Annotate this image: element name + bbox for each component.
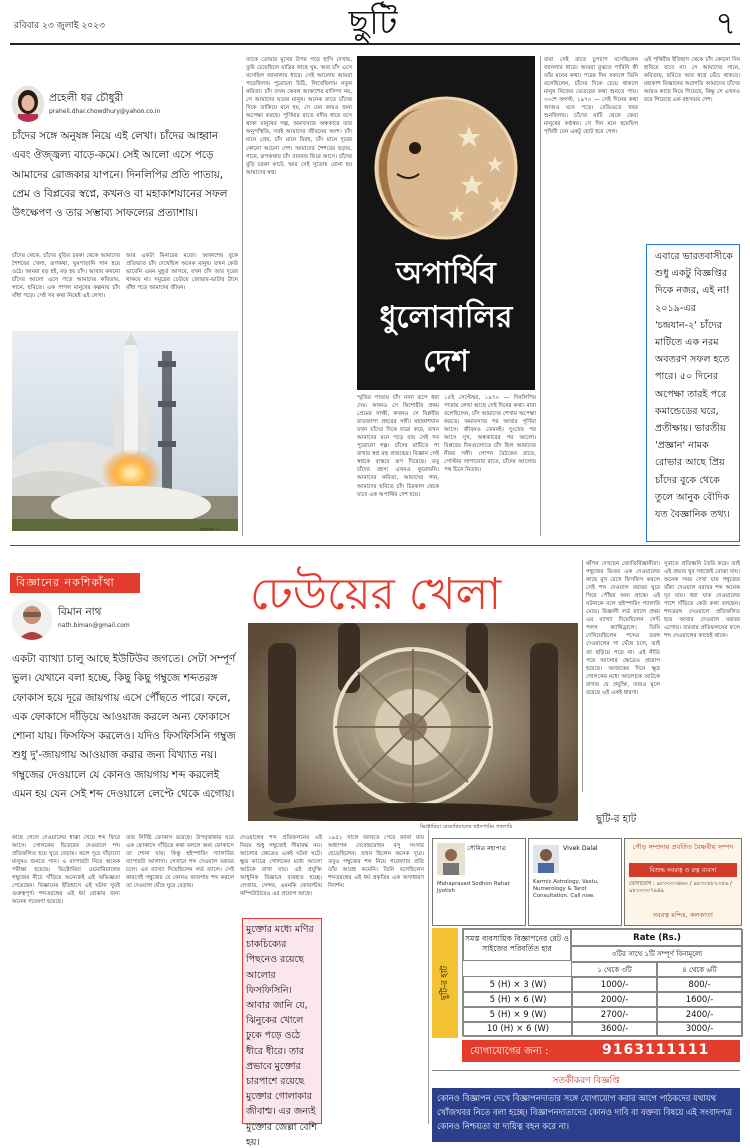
rocket-launch-photo	[12, 331, 238, 531]
ad-address: নবরত্ন মন্দির, কলকাতা	[653, 911, 713, 919]
rate-col-b: ৪ থেকে ৬টি	[656, 961, 743, 978]
column-divider	[540, 56, 541, 536]
rate-a: 3600/-	[571, 1021, 658, 1037]
pull-quote-text: মুক্তোর মধ্যে মণির চাকচিক্যের পিছনেও রয়েছে আলোর ফিসফিসিনি। আবার জানি যে, ঝিনুকের খোলে ঢুকে পড়ে ওঠে ধীরে ধীরে। তার প্রভাবে মুক্তোর চারপাশে রয়েছে মুক্তোর গোলাকার জীবাশ্ম। এর জন্যই মুক্তোর জেল্লা বেশি হয়।	[246, 924, 317, 1148]
classified-ad	[624, 838, 742, 926]
pull-quote-box	[242, 918, 322, 1148]
rate-side-text: ছুটি-র হাট	[440, 965, 450, 1001]
author-email: nath.biman@gmail.com	[58, 622, 130, 629]
article-title-line1: অপার্থিব	[396, 256, 496, 291]
pull-quote-box	[646, 244, 740, 542]
rate-col-a: ১ থেকে ৩টি	[571, 961, 658, 978]
body-text: তার নির্দিষ্ট ফোকাস রয়েছে। উপবৃত্তাকার ঘরে এক ফোকাসে দাঁড়িয়ে কথা বললে অন্য ফোকাসে তা শোনা যায়। কিন্তু হুইস্পারিং গ্যালারির ব্যাপারটা আলাদা। সেখানে শব্দ দেওয়াল বরাবর চলে। এর ব্যাখ্যা দিয়েছিলেন লর্ড র‍্যালে। সেই কারণেই গম্বুজের যে কোনও জায়গায় শব্দ করলে তা দেওয়াল ঘেঁষে ঘুরে বেড়ায়।	[126, 835, 234, 890]
column-divider	[242, 86, 243, 536]
body-text: দেওয়ালের শব্দ প্রতিফলনের এই নিয়ম শুধু গম্বুজেই সীমাবদ্ধ নয়। আলোর ক্ষেত্রেও একই ঘটনা ঘটে। ক্ষুদ্র কাচের গোলকের মধ্যে আলো আটকে রাখা যায়। এই প্রযুক্তি আধুনিক বিজ্ঞানে ব্যবহৃত হচ্ছে। লেজার, সেন্সর, এমনকি কোয়ান্টাম কম্পিউটারেও এর প্রয়োগ আছে।	[240, 835, 322, 898]
body-text: চাঁদের থেকে, চাঁদের বুড়ির চরকা থেকে আমাদের শৈশবের খেলা, রূপকথা, ঘুমপাড়ানি গান হয়ে ওঠে। আমরা বড় হই, বড় হয় চাঁদ। আবার কখনো চাঁদের আলো এসে পড়ে আমাদের কবিতায়, গানে, ছবিতে। এক পাগল মানুষের কল্পনায় চাঁদ বাঁধা পড়ে। সেই সব কথা নিয়েই এই লেখা।	[12, 253, 120, 300]
rate-subheader: ৩টির সাথে ১টি সম্পূর্ণ বিনামূল্যে	[571, 945, 743, 963]
body-text: এই পৃথিবীর ইতিহাস থেকে চাঁদ কোনো দিন হারিয়ে যাবে না। সে আমাদের গানে, কবিতায়, ছবিতে আর স্বপ্নে বেঁচে থাকবে। মহাকাশ বিজ্ঞানের অগ্রগতি আমাদের চাঁদের আরও কাছে নিয়ে গিয়েছে, কিন্তু সে এখনও রয়ে গিয়েছে এক রহস্যময় দেশ।	[644, 57, 740, 104]
ad-title: সৌমিত্র মহাপাত্র	[467, 845, 507, 852]
rate-table-title: সমস্ত ব্যবসায়িক বিজ্ঞাপনের রেট ও সাইজের পরিবর্তিত হার	[463, 929, 571, 961]
rate-b: 3000/-	[656, 1021, 743, 1037]
notice-title-row	[432, 1070, 740, 1087]
contact-phone: 9163111111	[602, 1042, 710, 1058]
photo-caption: চন্দ্রযান ৩	[200, 527, 220, 533]
author-avatar	[12, 600, 52, 640]
notice-text: কোনও বিজ্ঞাপন দেখে বিজ্ঞাপনদাতার সঙ্গে যোগাযোগ করার আগে পাঠকদের যথাযথ খোঁজখবর নিতে বলা হচ্ছে। বিজ্ঞাপনদাতাদের কোনও দাবি বা বক্তব্য বিষয়ে এই সংবাদপত্র কোনও নিশ্চয়তা বা দায়িত্ব বহন করে না।	[437, 1093, 732, 1131]
moon-illustration	[357, 56, 535, 390]
body-text: ১৫ই সেপ্টেম্বর, ১৯৭০ — দিনলিপির পাতায় লেখা আছে সেই দিনের কথা। বাবা বলেছিলেন, চাঁদ আমাদের শেখায় অপেক্ষা করতে। অমাবস্যার পর আবার পূর্ণিমা আসে। জীবনও তেমনই। দুঃখের পর আসে সুখ, অন্ধকারের পর আলো। বিপ্লবের দিনগুলোতে চাঁদ ছিল আমাদের নীরব সঙ্গী। গোপন বৈঠকের রাতে, পোস্টার লাগানোর রাতে, চাঁদের আলোয় পথ চিনে নিতাম।	[444, 395, 536, 474]
section-divider	[10, 545, 740, 546]
classified-section-title: ছুটি-র হাট	[596, 814, 637, 825]
rate-size: 5 (H) × 3 (W)	[463, 976, 573, 993]
header-rule	[10, 43, 740, 45]
rate-header: Rate (Rs.)	[571, 929, 743, 947]
ad-text: Mahaprasad Sodhon Rahat Jyotish	[437, 881, 510, 894]
rate-b: 2400/-	[656, 1006, 743, 1023]
section-masthead: ছুটি	[348, 3, 398, 43]
issue-date: রবিবার ২৩ জুলাই ২০২৩	[14, 21, 105, 31]
rate-size: 5 (H) × 9 (W)	[463, 1006, 573, 1023]
column-divider	[428, 830, 429, 1124]
notice-box	[432, 1088, 740, 1142]
article-intro: চাঁদের সঙ্গে অনুষঙ্গ নিয়ে এই লেখা। চাঁদের আহ্বান এবং ঔজ্জ্বল্য বাড়ে-কমে। সেই আলো এসে পড়ে আমাদের রোজকার যাপনে। দিনলিপির প্রতি পাতায়, প্রেম ও বিপ্লবের স্বপ্নে, কখনও বা মহাকাশযানের সফল উৎক্ষেপণ ও তার সম্ভাব্য সাফল্যের প্রত্যাশায়।	[12, 130, 228, 220]
rate-side-label	[432, 928, 458, 1038]
rate-size: 10 (H) × 6 (W)	[463, 1021, 573, 1037]
body-text: স্মৃতির পাতায় চাঁদ নানা রূপে ধরা দেয়। কখনও সে কিশোরীর প্রথম প্রেমের সাক্ষী, কখনও সে বিপ্লবীর রাতজাগা প্রহরের সঙ্গী। মহাকাশযান যখন চাঁদের দিকে যাত্রা করে, তখন আমাদের মনে পড়ে যায় সেই সব পুরোনো গল্প। চাঁদের মাটিতে পা রাখার স্বপ্ন বহু প্রজন্মের। বিজ্ঞান সেই স্বপ্নকে বাস্তবে রূপ দিয়েছে। তবু চাঁদের রহস্য এখনও ফুরোয়নি। আমাদের কবিতা, আমাদের গান, আমাদের ছবিতে চাঁদ চিরকাল থেকে যাবে এক অপার্থিব দেশ হয়ে।	[357, 395, 439, 498]
author-name: বিমান নাথ	[58, 606, 102, 618]
body-text: আর একটা মিনারের মতো। আকাশের বুকে প্রতিভাত চাঁদ দেখেছিল অনেক মানুষ। তখন কেউ ভাবেনি এমন মুহূর্ত আসবে, যখন চাঁদ আর দূরের থাকবে না। সমুদ্রের ঢেউয়ে জোয়ার-ভাটার টানে বাঁধা পড়ে আমাদের জীবন।	[126, 253, 238, 292]
ad-title: Vivek Dalal	[563, 845, 598, 852]
ad-subtitle: বিশুদ্ধ নবরত্ন ও রত্ন ব্যবসা	[629, 863, 737, 877]
contact-bar	[462, 1040, 740, 1062]
article-title-line3: দেশ	[423, 344, 469, 379]
article-title-line2: ধুলোবালির	[379, 300, 513, 335]
rate-b: 800/-	[656, 976, 743, 993]
rate-size: 5 (H) × 6 (W)	[463, 991, 573, 1008]
body-text: কাঁপন দেখছেন জোতির্বিজ্ঞানীরা। গম্বুজের ভিতর এক দেওয়ালের কাছে মুখ রেখে ফিসফিস করলে সেই শব্দ দেওয়াল বরাবর ঘুরে গিয়ে পৌঁছয় অন্য প্রান্তে। এই ঘটনাকে বলে হুইস্পারিং গ্যালারি মোড। বিজ্ঞানী লর্ড র‍্যালে প্রথম এর ব্যাখ্যা দিয়েছিলেন সেন্ট পলস ক্যাথিড্রালে। তিনি দেখিয়েছিলেন শব্দের তরঙ্গ দেওয়ালের গা ঘেঁষে চলে, তাই তা ছড়িয়ে পড়ে না। এই নীতি পরে আলোর ক্ষেত্রেও প্রয়োগ হয়েছে। আজকের দিনে ক্ষুদ্র গোলকের মধ্যে আলোকে আটকে রাখার যে প্রযুক্তি, তারও মূলে রয়েছে এই একই ধারণা।	[586, 561, 660, 696]
ad-text: Karmic Astrology, Vastu, Numerology & Tarot Consultation. Call now.	[533, 879, 599, 899]
rate-a: 2700/-	[571, 1006, 658, 1023]
column-divider	[582, 560, 583, 792]
body-text: তাকে তোমার মুখের উপর পড়ে হাসি দেখায়, তুমি চেয়েছিলে রাত্রির কাছে ঘুম, আর চাঁদ এসে বসেছিল জানালার ধারে। সেই আলোয় আমরা পড়েছিলাম পুরোনো চিঠি, লিখেছিলাম নতুন কবিতা। চাঁদ তখন কেবল আকাশের বাসিন্দা নয়, সে আমাদের ঘরের মানুষ। অনেক রাতে চাঁদের দিকে তাকিয়ে মনে হয়, সে যেন কারও জন্য অপেক্ষা করছে। পূর্ণিমার রাতে নদীর ধারে বসে থাকা মানুষের গল্প, অমাবস্যার অন্ধকারে তার অনুপস্থিতি, সবই আমাদের জীবনের অংশ। চাঁদ মানে প্রেম, চাঁদ মানে বিরহ, চাঁদ মানে দূরের কোনো অচেনা দেশ। আমাদের শৈশবের ছড়ায়, গানে, রূপকথায় চাঁদ বারবার ফিরে আসে। চাঁদের বুড়ি চরকা কাটে, আর সেই সুতোয় বোনা হয় আমাদের স্বপ্ন।	[246, 57, 352, 176]
body-text: সুবাতে প্রতিধ্বনি তৈরি করে। তাই এই প্রভাব খুব সহজেই বোঝা যায়। অনেক সময় দেখা যায় গম্বুজের বাঁকা দেওয়াল বরাবর শব্দ অনেক দূর যায়। ধরা যাক দেওয়ালের পাশে দাঁড়িয়ে কেউ কথা বলছেন। শব্দতরঙ্গ দেওয়ালে প্রতিফলিত হয়ে আবার দেওয়াল বরাবর এগোয়। বারবার প্রতিফলনের ফলে শব্দ দেওয়ালের কাছেই থাকে।	[664, 561, 740, 640]
pull-quote-text: এবারে ভারতবাসীকে শুধু একটু বিজ্ঞপ্তির দিকে নজর, এই না! ২০১৯-এর 'চন্দ্রযান-২' চাঁদের মাটিতে এক নরম অবতরণ সফল হতে পারে। ৫০ দিনের অপেক্ষা তারই পরে কমান্ডেডের ঘরে, প্রতীক্ষায়। ভারতীয় 'প্রজ্ঞান' নামক রোভার আছে প্রিয় চাঁদের বুকে থেকে তুলে আনুক বৌদিক যত বৈজ্ঞানিক তথ্য।	[655, 251, 733, 521]
author-email: praheli.dhar.chowdhury@yahoo.co.in	[49, 108, 161, 115]
ad-title: গৌড় সম্প্রদায় প্রবর্তিত বৈষ্ণবীয় সম্পদ	[632, 843, 734, 851]
ad-phone: যোগাযোগ : ৯৮৩৩০৩৪৬০ / ৯৮৩০৮৮২৩৫৬ / ৯৮৩০৩০৭৯৪৯	[629, 881, 732, 894]
photo-caption: ভিক্টোরিয়া মেমোরিয়ালের হুইসপারিং গ্যালারি	[420, 824, 513, 830]
classified-ad	[432, 838, 526, 926]
whispering-gallery-photo	[248, 623, 578, 821]
column-label: বিজ্ঞানের নকশিকাঁথা	[10, 573, 140, 593]
body-text: ১৯৫২ সালে জানতে পেরে জানা যায় অধ্যাপক দেবেন্দ্রমোহন বসু সংসার ছেড়েছিলেন। তখন ছিলেন অনেক দূরে। তবুও গম্বুজের শব্দ নিয়ে গবেষণার প্রতি তাঁর আগ্রহ কমেনি। তিনি বলেছিলেন শব্দতরঙ্গের এই ধর্ম প্রকৃতির এক অসাধারণ নিদর্শন।	[328, 835, 424, 890]
rate-b: 1600/-	[656, 991, 743, 1008]
body-text: কাছে গেলে দেওয়ালের ধাক্কা খেয়ে শব্দ ফিরে আসে। গোলকের ভিতরের দেওয়ালে শব্দ প্রতিফলিত হয়ে ঘুরে বেড়ায়। ফলে দূরে দাঁড়ানো মানুষও শুনতে পান। এ ব্যাপারটা নিয়ে অনেক পরীক্ষা হয়েছে। ভিক্টোরিয়া মেমোরিয়ালের গম্বুজের নীচে দাঁড়িয়ে অনেকেই এই অভিজ্ঞতা পেয়েছেন। বিজ্ঞানের ইতিহাসে এই ঘটনা খুবই গুরুত্বপূর্ণ। শব্দতরঙ্গের এই ধর্ম বোঝার জন্য অনেক গবেষণা হয়েছে।	[12, 835, 120, 906]
contact-label: যোগাযোগের জন্য :	[470, 1046, 549, 1057]
rate-a: 2000/-	[571, 991, 658, 1008]
notice-title: সতর্কীকরণ বিজ্ঞপ্তি	[552, 1076, 620, 1086]
rate-a: 1000/-	[571, 976, 658, 993]
page-number: ৭	[715, 4, 736, 42]
body-text: বাবা সেই রাতে চুপচাপ বসেছিলেন জানলার ধারে। আমরা বুঝতে পারিনি কী তাঁর মনের কথা। পরের দিন সকালে তিনি বলেছিলেন, চাঁদের দিকে চেয়ে থাকলে মানুষ নিজের ভেতরের কথা শুনতে পায়। ৩০শে অগস্ট, ১৯৭০ — সেই দিনের কথা আজও মনে পড়ে। রেডিওতে খবর শুনছিলাম। চাঁদের মাটি থেকে ফেরা মানুষের কণ্ঠস্বর। সে দিন মনে হয়েছিল পৃথিবী যেন একটু ছোট হয়ে গেল।	[544, 57, 638, 136]
rate-table	[462, 928, 742, 1036]
article-intro: একটা ব্যাখ্যা চালু আছে ইউটিউব জগতে। সেটা সম্পূর্ণ ভুল। যেখানে বলা হচ্ছে, কিছু কিছু গম্বুজে শব্দতরঙ্গ ফোকাস হয়ে দূরে জায়গায় এসে পৌঁছতে পারে। ফলে, এক ফোকাসে দাঁড়িয়ে আওয়াজ করলে অন্য ফোকাসে শোনা যায়। ফিসফিস করলেও। যদিও ফিসফিসিনি গম্বুজ শুধু দু'-জায়গায় আওয়াজ করার জন্য বিখ্যাত নয়। গম্বুজের দেওয়ালে যে কোনও জায়গায় শব্দ করলেই এমন হয় যেন সেই শব্দ দেওয়ালে লেপ্টে থেকে এগোয়।	[12, 653, 236, 801]
author-name: প্রহেলী ধর চৌধুরী	[49, 92, 124, 104]
article-title: ঢেউয়ের খেলা	[250, 569, 502, 620]
author-avatar	[12, 86, 44, 122]
classified-ad	[528, 838, 622, 926]
